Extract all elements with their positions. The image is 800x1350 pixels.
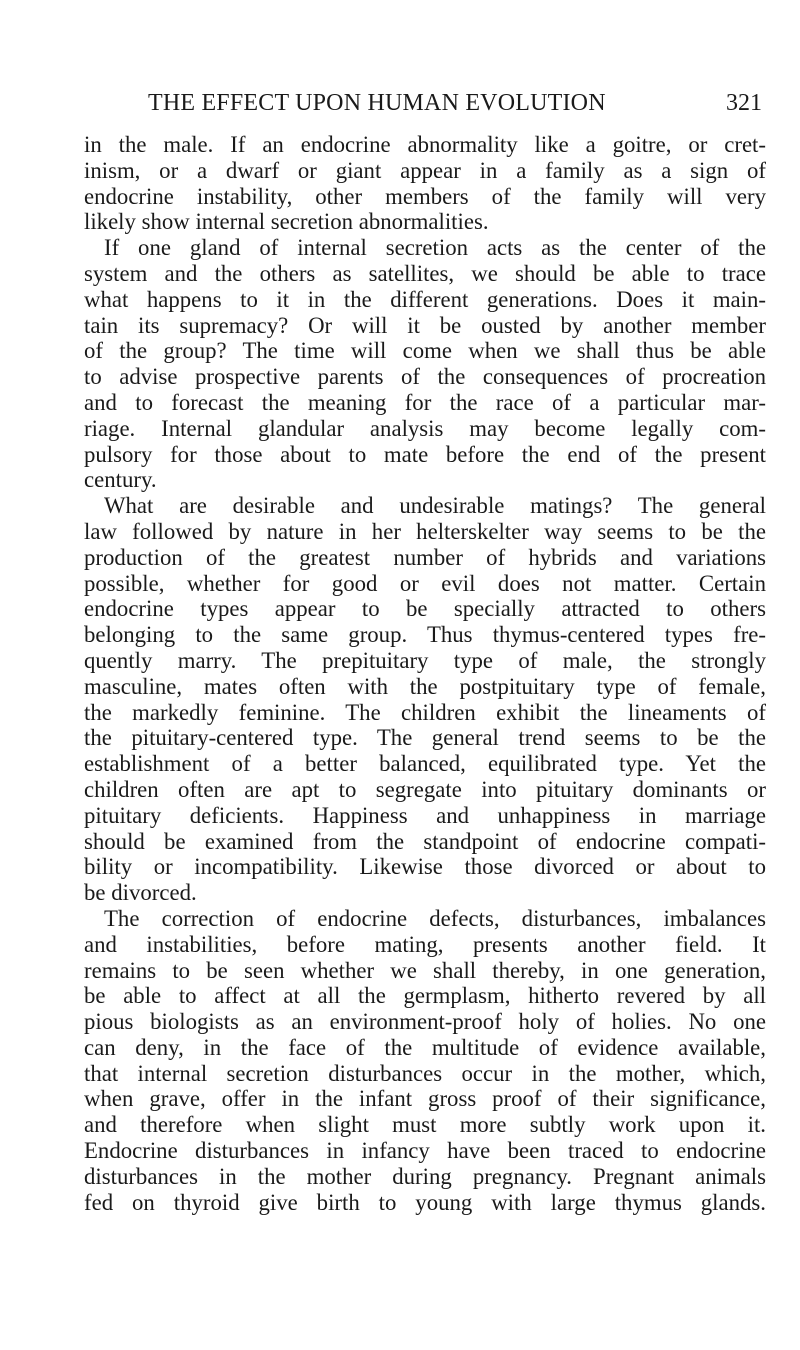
text-line: the markedly feminine. The children exhibit the lineaments of — [84, 699, 766, 725]
text-line: likely show internal secretion abnormalities. — [84, 209, 489, 235]
text-line: production of the greatest number of hybrids and variations — [84, 544, 766, 570]
text-line: that internal secretion disturbances occur in the mother, which, — [84, 1060, 766, 1086]
text-line: century. — [84, 467, 157, 493]
body-text — [84, 132, 766, 1215]
page-number: 321 — [726, 90, 762, 116]
text-line: riage. Internal glandular analysis may become legally com- — [84, 415, 766, 441]
text-line: be able to affect at all the germplasm, hitherto revered by all — [84, 983, 766, 1009]
text-line: possible, whether for good or evil does not matter. Certain — [84, 570, 766, 596]
text-line: disturbances in the mother during pregnancy. Pregnant animals — [84, 1163, 766, 1189]
running-title: THE EFFECT UPON HUMAN EVOLUTION — [148, 90, 606, 116]
text-line: The correction of endocrine defects, disturbances, imbalances — [104, 905, 766, 931]
text-line: to advise prospective parents of the consequences of procreation — [84, 364, 766, 390]
text-line: and instabilities, before mating, presents another field. It — [84, 931, 766, 957]
text-line: inism, or a dwarf or giant appear in a family as a sign of — [84, 157, 766, 183]
text-line: fed on thyroid give birth to young with large thymus glands. — [84, 1189, 766, 1215]
text-line: endocrine types appear to be specially attracted to others — [84, 596, 766, 622]
text-line: pious biologists as an environment-proof holy of holies. No one — [84, 1009, 766, 1035]
text-line: endocrine instability, other members of the family will very — [84, 183, 766, 209]
text-line: of the group? The time will come when we shall thus be able — [84, 338, 766, 364]
text-line: children often are apt to segregate into pituitary dominants or — [84, 776, 766, 802]
text-line: and to forecast the meaning for the race of a particular mar- — [84, 389, 766, 415]
text-line: pituitary deficients. Happiness and unhappiness in marriage — [84, 802, 766, 828]
text-line: law followed by nature in her helterskelter way seems to be the — [84, 518, 766, 544]
text-line: If one gland of internal secretion acts as the center of the — [104, 235, 766, 261]
text-line: what happens to it in the different generations. Does it main- — [84, 286, 766, 312]
text-line: masculine, mates often with the postpituitary type of female, — [84, 673, 766, 699]
text-line: can deny, in the face of the multitude of evidence available, — [84, 1034, 766, 1060]
text-line: should be examined from the standpoint of endocrine compati- — [84, 828, 766, 854]
text-line: tain its supremacy? Or will it be ousted by another member — [84, 312, 766, 338]
text-line: What are desirable and undesirable matings? The general — [104, 493, 766, 519]
text-line: Endocrine disturbances in infancy have been traced to endocrine — [84, 1138, 766, 1164]
text-line: system and the others as satellites, we should be able to trace — [84, 260, 766, 286]
text-line: when grave, offer in the infant gross proof of their significance, — [84, 1086, 766, 1112]
text-line: be divorced. — [84, 880, 197, 906]
text-line: in the male. If an endocrine abnormality like a goitre, or cret- — [84, 132, 766, 157]
text-line: pulsory for those about to mate before the end of the present — [84, 441, 766, 467]
text-line: quently marry. The prepituitary type of male, the strongly — [84, 647, 766, 673]
text-line: bility or incompatibility. Likewise those divorced or about to — [84, 854, 766, 880]
text-line: remains to be seen whether we shall thereby, in one generation, — [84, 957, 766, 983]
text-line: establishment of a better balanced, equilibrated type. Yet the — [84, 751, 766, 777]
text-line: the pituitary-centered type. The general trend seems to be the — [84, 725, 766, 751]
text-line: belonging to the same group. Thus thymus-centered types fre- — [84, 622, 766, 648]
running-head — [148, 90, 762, 120]
text-line: and therefore when slight must more subtly work upon it. — [84, 1112, 766, 1138]
